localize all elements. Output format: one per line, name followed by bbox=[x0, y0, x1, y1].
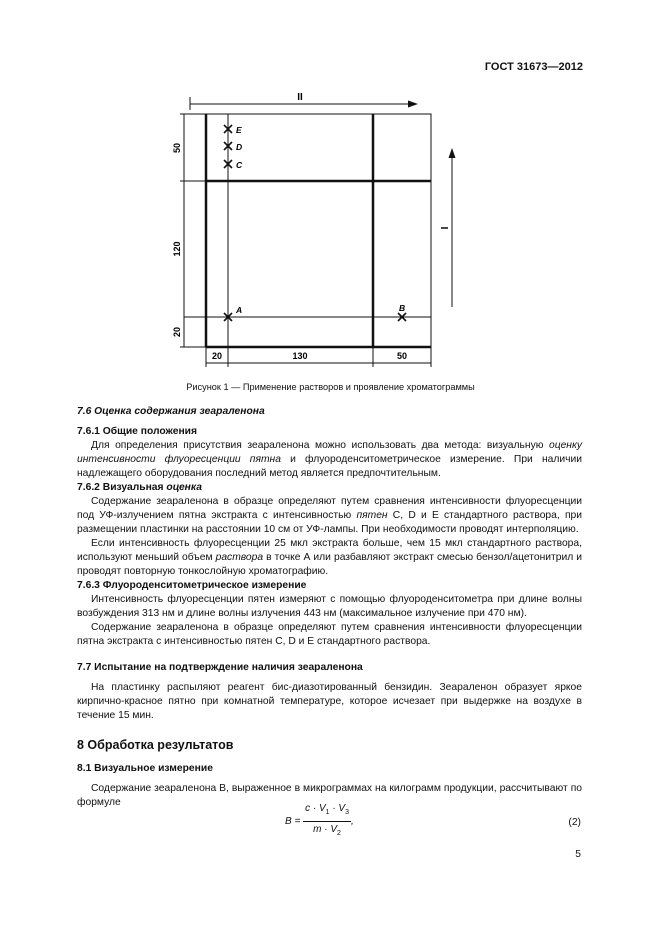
spot-A-label: A bbox=[236, 305, 243, 315]
spot-B-label: B bbox=[399, 303, 406, 313]
formula-denominator bbox=[303, 822, 351, 841]
arrow-right-label: I bbox=[440, 226, 451, 230]
section-7-7-para: На пластинку распыляют реагент бис-диазотированный бензидин. Зеараленон образует яркое кирпично-красное пятно при комнатной температуре, которое исчезает при выдержке на воздухе в течение 15 мин. bbox=[77, 682, 582, 721]
num-part: c · V bbox=[305, 803, 326, 814]
title-italic-text: оценка bbox=[166, 482, 202, 493]
section-8-title: 8 Обработка результатов bbox=[77, 738, 234, 752]
arrow-top-head bbox=[408, 101, 418, 108]
spot-C-label: C bbox=[236, 160, 243, 170]
para-text: Если интенсивность флуоресценции 25 мкл экстракта больше, чем 15 мкл стандартного раствора, используют меньший объем bbox=[77, 538, 582, 563]
title-text: 7.6.2 Визуальная bbox=[77, 482, 167, 493]
para-text: С, D и Е стандартного раствора, при размещении пластинки на расстоянии 10 см от УФ-лампы. При необходимости проводят интерполяцию. bbox=[77, 510, 583, 535]
num-sub: 1 bbox=[325, 809, 330, 816]
dim-left-20: 20 bbox=[172, 326, 182, 338]
section-7-6-3-title: 7.6.3 Флуороденситометрическое измерение bbox=[77, 580, 307, 591]
formula-number: (2) bbox=[568, 817, 581, 828]
formula-fraction bbox=[303, 802, 351, 841]
arrow-top-label: II bbox=[297, 92, 303, 103]
page-number: 5 bbox=[575, 849, 581, 860]
num-sub: 3 bbox=[345, 809, 350, 816]
arrow-right-head bbox=[449, 148, 456, 158]
dim-left-120: 120 bbox=[172, 241, 182, 257]
section-7-6-3-para-1: Интенсивность флуоресценции пятен измеряют с помощью флуороденситометра при длине волны возбуждения 313 нм и длине волны излучения 443 нм (максимальное излучение при 470 нм). bbox=[77, 594, 582, 619]
section-7-6-2-para-1 bbox=[77, 495, 582, 537]
dim-bottom-50: 50 bbox=[396, 351, 408, 361]
formula-tail: , bbox=[351, 816, 354, 828]
section-7-6-2-title bbox=[77, 481, 582, 495]
spot-D-label: D bbox=[236, 142, 243, 152]
para-text: в точке А или разбавляют экстракт смесью бензол/ацетонитрил и проводят повторную тонкослойную хроматографию. bbox=[77, 552, 582, 577]
num-part: · V bbox=[329, 803, 346, 814]
para-italic-text: раствора bbox=[215, 552, 264, 563]
section-7-7 bbox=[77, 661, 582, 723]
figure-caption: Рисунок 1 — Применение растворов и проявление хроматограммы bbox=[186, 382, 475, 392]
para-italic-text: пятен bbox=[356, 510, 388, 521]
spot-E-label: E bbox=[236, 125, 242, 135]
den-part: m · V bbox=[313, 824, 338, 835]
formula-2 bbox=[285, 802, 354, 841]
section-7-6-3-para-2: Содержание зеараленона в образце определяют путем сравнения интенсивности флуоресценции пятна экстракта с интенсивностью пятен С, D и Е стандартного раствора. bbox=[77, 622, 582, 647]
chromatogram-figure bbox=[160, 82, 460, 372]
section-8-1-title: 8.1 Визуальное измерение bbox=[77, 763, 213, 774]
dim-bottom-130: 130 bbox=[292, 351, 308, 361]
section-8 bbox=[77, 738, 582, 752]
formula-numerator bbox=[303, 802, 351, 822]
den-sub: 2 bbox=[337, 830, 341, 837]
formula-lhs: B = bbox=[285, 816, 301, 828]
para-text: и флуороденситометрическое измерение. При наличии надлежащего оборудования последний метод является предпочтительным. bbox=[77, 454, 582, 479]
dim-left-50: 50 bbox=[172, 142, 182, 154]
section-7-6-1-para bbox=[77, 439, 582, 481]
para-text: Для определения присутствия зеараленона можно использовать два метода: визуальную bbox=[91, 440, 549, 451]
section-7-7-title: 7.7 Испытание на подтверждение наличия зеараленона bbox=[77, 662, 363, 673]
section-7-6-1 bbox=[77, 425, 582, 649]
dim-bottom-20: 20 bbox=[211, 351, 223, 361]
para-text: Содержание зеараленона в образце определяют путем сравнения интенсивности флуоресценции под УФ-излучением пятна экстракта с интенсивностью bbox=[77, 496, 582, 521]
document-header: ГОСТ 31673—2012 bbox=[484, 61, 583, 73]
section-7-6-1-title: 7.6.1 Общие положения bbox=[77, 426, 197, 437]
section-7-6 bbox=[77, 405, 582, 419]
section-7-6-title: 7.6 Оценка содержания зеараленона bbox=[77, 406, 265, 417]
section-7-6-2-para-2 bbox=[77, 537, 582, 579]
section-8-1-para: Содержание зеараленона В, выраженное в микрограммах на килограмм продукции, рассчитывают по формуле bbox=[77, 783, 582, 808]
para-italic-text: оценку интенсивности флуоресценции пятна bbox=[77, 440, 582, 465]
